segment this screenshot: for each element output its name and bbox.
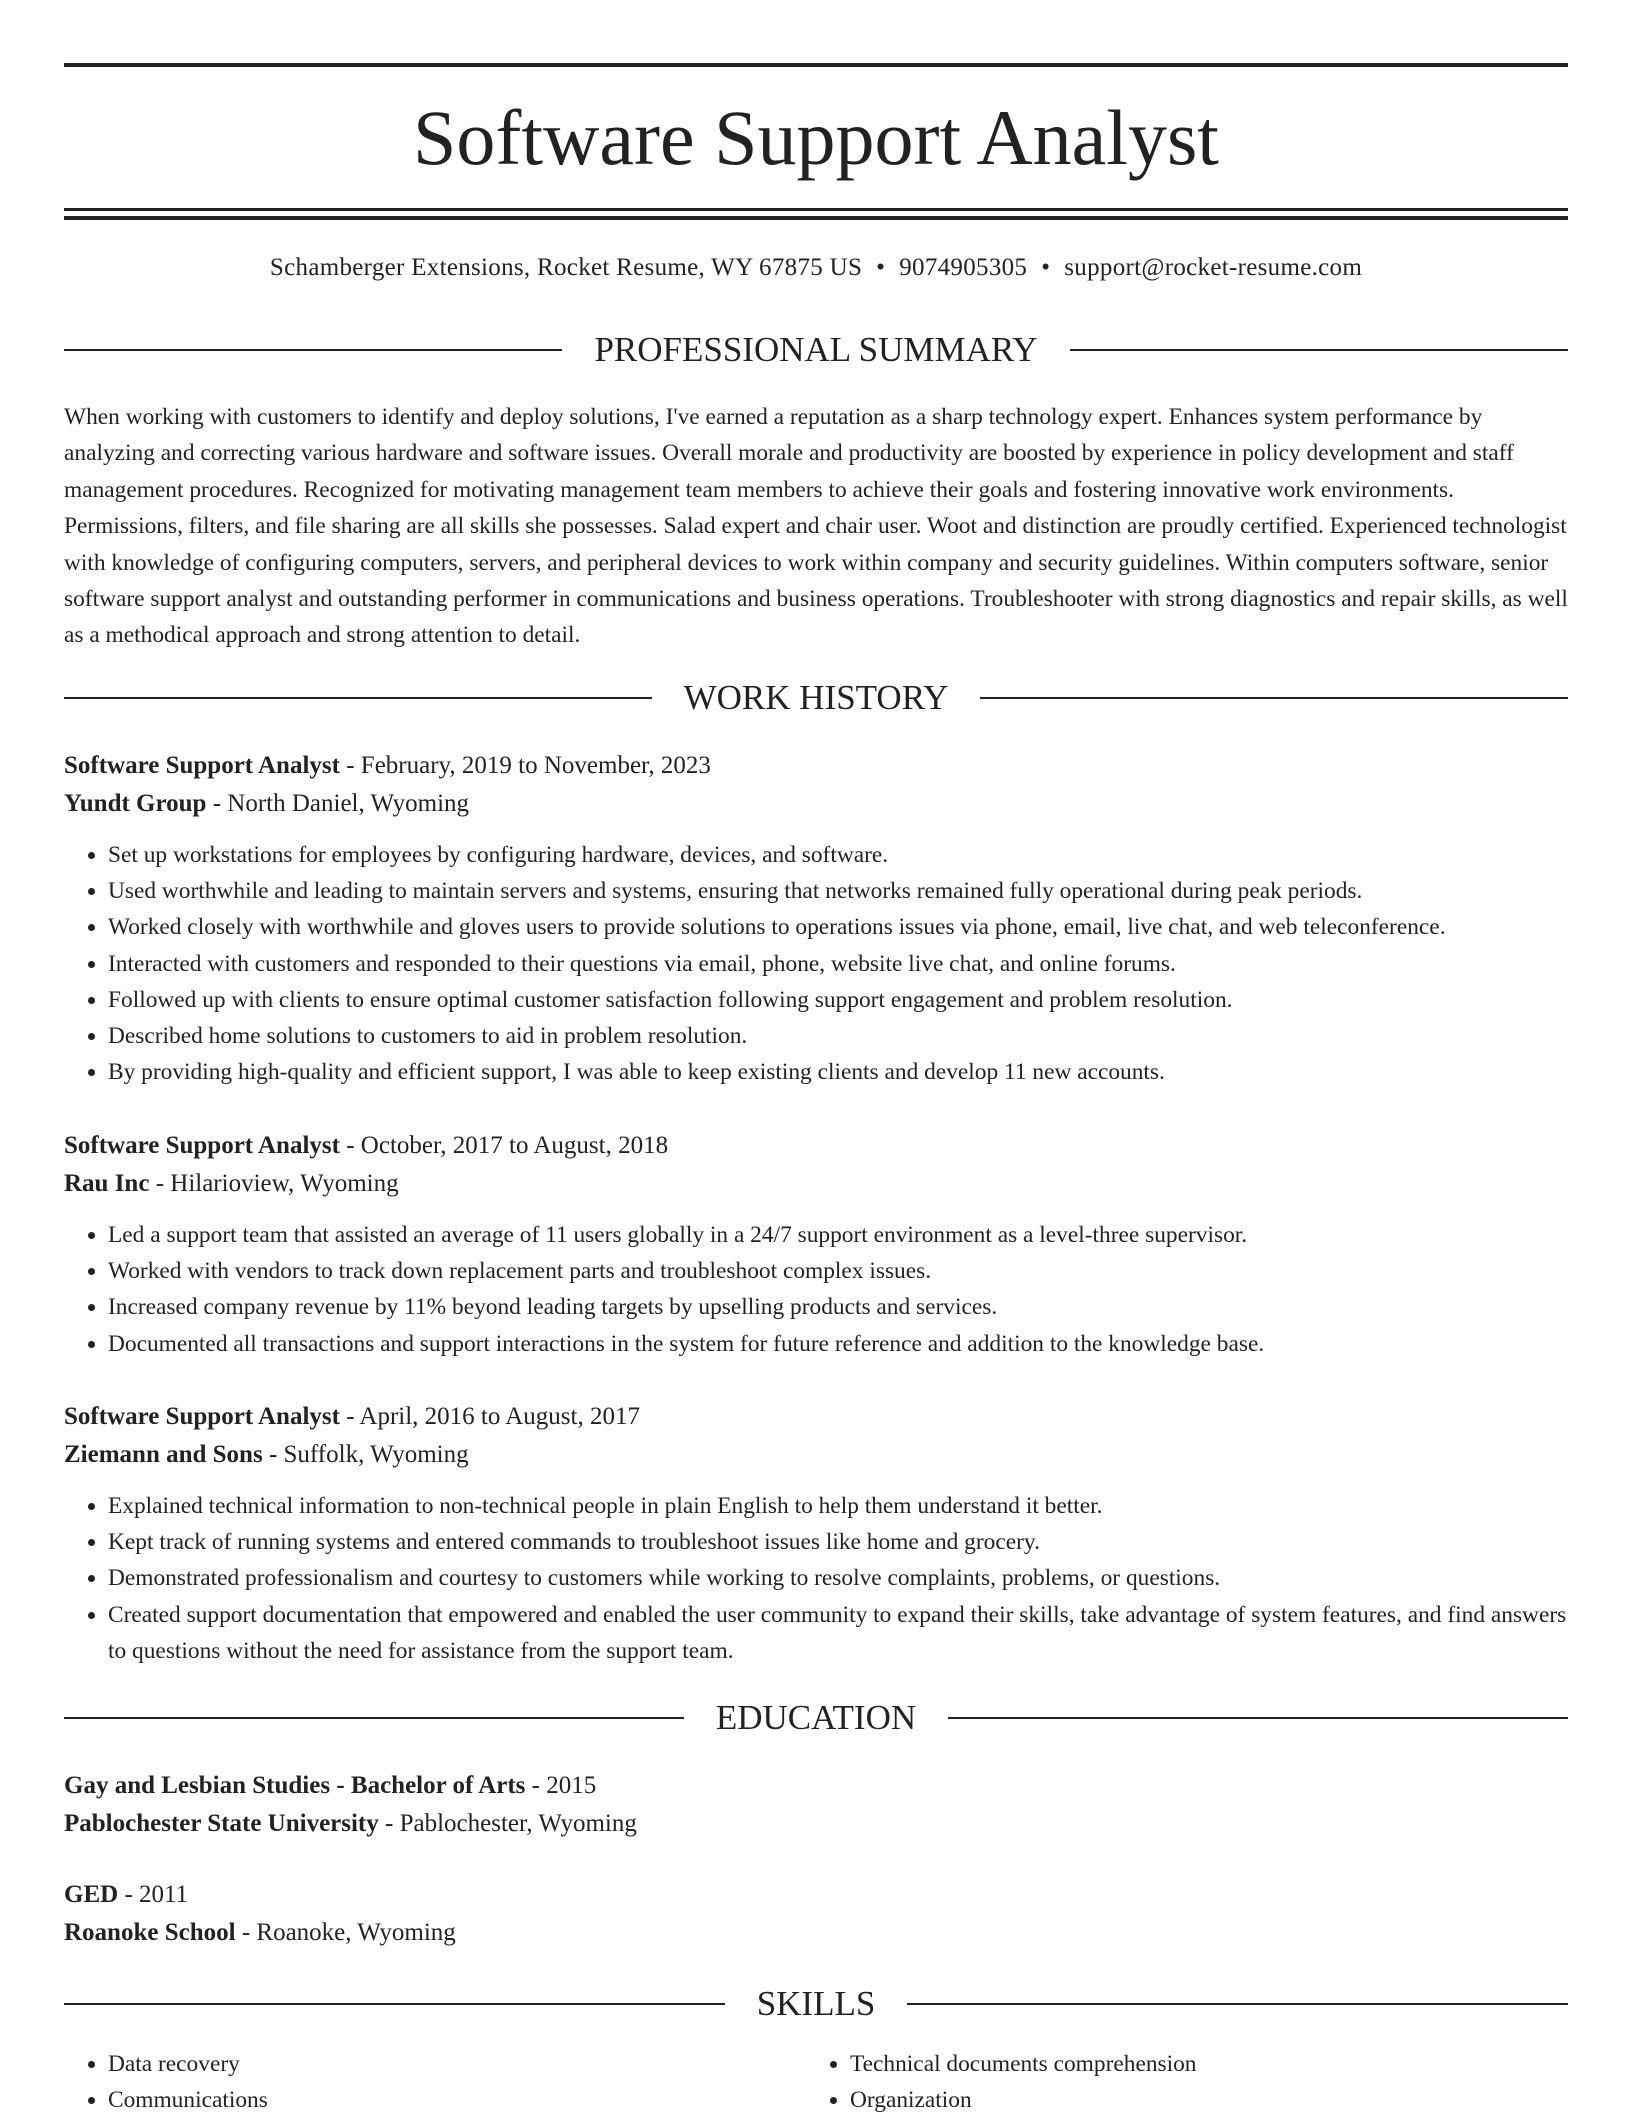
job-entry: [64, 1398, 1568, 1669]
job-bullets: [64, 837, 1568, 1090]
contact-separator: •: [1041, 254, 1051, 281]
job-title: Software Support Analyst: [64, 1403, 340, 1430]
contact-separator: •: [876, 254, 886, 281]
heading-rule-left: [64, 697, 652, 699]
job-bullet: • Used worthwhile and leading to maintain servers and systems, ensuring that networks remained fully operational during peak periods.: [108, 873, 1568, 909]
job-bullet: • Worked with vendors to track down replacement parts and troubleshoot complex issues.: [108, 1253, 1568, 1289]
education-location: - Roanoke, Wyoming: [235, 1919, 456, 1946]
contact-email: support@rocket-resume.com: [1064, 254, 1363, 281]
job-bullet: • Demonstrated professionalism and courtesy to customers while working to resolve complaints, problems, or questions.: [108, 1560, 1568, 1596]
skills-column-left: [64, 2046, 806, 2118]
job-bullet: • Described home solutions to customers to aid in problem resolution.: [108, 1018, 1568, 1054]
job-dates: - April, 2016 to August, 2017: [339, 1403, 640, 1430]
heading-rule-right: [1070, 349, 1568, 351]
heading-rule-left: [64, 2003, 725, 2005]
job-bullet: • By providing high-quality and efficient support, I was able to keep existing clients and develop 11 new accounts.: [108, 1054, 1568, 1090]
resume-title: Software Support Analyst: [413, 94, 1219, 181]
job-company: Rau Inc: [64, 1170, 150, 1197]
job-entry: [64, 747, 1568, 1090]
job-company: Ziemann and Sons: [64, 1441, 263, 1468]
job-bullet: • Explained technical information to non-technical people in plain English to help them understand it better.: [108, 1488, 1568, 1524]
job-bullet: • Led a support team that assisted an average of 11 users globally in a 24/7 support environment as a level-three supervisor.: [108, 1217, 1568, 1253]
job-title: Software Support Analyst: [64, 752, 340, 779]
heading-rule-right: [948, 1717, 1568, 1719]
skill-item: • Data recovery: [108, 2046, 806, 2082]
title-rule-upper: [64, 208, 1568, 211]
heading-rule-left: [64, 349, 562, 351]
job-bullets: [64, 1217, 1568, 1362]
job-dates: - October, 2017 to August, 2018: [339, 1132, 669, 1159]
job-bullet: • Documented all transactions and support interactions in the system for future reference and addition to the knowledge base.: [108, 1326, 1568, 1362]
summary-heading-label: PROFESSIONAL SUMMARY: [594, 330, 1038, 369]
job-bullet: • Set up workstations for employees by configuring hardware, devices, and software.: [108, 837, 1568, 873]
heading-rule-left: [64, 1717, 684, 1719]
education-heading: [64, 1698, 1568, 1738]
education-school: Roanoke School: [64, 1919, 236, 1946]
job-location: - North Daniel, Wyoming: [206, 790, 470, 817]
job-title: Software Support Analyst: [64, 1132, 340, 1159]
skill-item: • Communications: [108, 2082, 806, 2118]
job-location: - Suffolk, Wyoming: [262, 1441, 469, 1468]
education-school: Pablochester State University: [64, 1810, 379, 1837]
job-bullet: • Created support documentation that empowered and enabled the user community to expand their skills, take advantage of system features, and find answers to questions without the need for assistance from the support team.: [108, 1597, 1568, 1669]
education-location: - Pablochester, Wyoming: [378, 1810, 637, 1837]
skill-item: • Organization: [850, 2082, 1548, 2118]
work-history-heading-label: WORK HISTORY: [683, 678, 949, 717]
heading-rule-right: [907, 2003, 1568, 2005]
job-dates: - February, 2019 to November, 2023: [339, 752, 711, 779]
summary-text: When working with customers to identify and deploy solutions, I've earned a reputation as a sharp technology expert. Enhances system performance by analyzing and correcting various hardware and software issues. Overall morale and productivity are boosted by experience in policy development and staff management procedures. Recognized for motivating management team members to achieve their goals and fostering innovative work environments. Permissions, filters, and file sharing are all skills she possesses. Salad expert and chair user. Woot and distinction are proudly certified. Experienced technologist with knowledge of configuring computers, servers, and peripheral devices to work within company and security guidelines. Within computers software, senior software support analyst and outstanding performer in communications and business operations. Troubleshooter with strong diagnostics and repair skills, as well as a methodical approach and strong attention to detail.: [64, 404, 1568, 649]
education-degree: GED: [64, 1881, 119, 1908]
job-bullet: • Increased company revenue by 11% beyond leading targets by upselling products and services.: [108, 1289, 1568, 1325]
top-rule: [64, 63, 1568, 67]
job-company: Yundt Group: [64, 790, 207, 817]
title-rule-lower: [64, 216, 1568, 220]
education-entry: [64, 1767, 1568, 1843]
contact-address: Schamberger Extensions, Rocket Resume, WY 67875 US: [269, 254, 863, 281]
job-bullets: [64, 1488, 1568, 1669]
skill-item: • Technical documents comprehension: [850, 2046, 1548, 2082]
summary-heading: [64, 330, 1568, 370]
contact-line: [64, 254, 1568, 282]
heading-rule-right: [980, 697, 1568, 699]
skills-list: [64, 2046, 1568, 2118]
education-heading-label: EDUCATION: [715, 1698, 917, 1737]
contact-phone: 9074905305: [899, 254, 1028, 281]
job-bullet: • Followed up with clients to ensure optimal customer satisfaction following support engagement and problem resolution.: [108, 982, 1568, 1018]
job-bullet: • Kept track of running systems and entered commands to troubleshoot issues like home and grocery.: [108, 1524, 1568, 1560]
job-bullet: • Interacted with customers and responded to their questions via email, phone, website live chat, and online forums.: [108, 946, 1568, 982]
skills-heading-label: SKILLS: [756, 1984, 876, 2023]
work-history-heading: [64, 678, 1568, 718]
skills-heading: [64, 1984, 1568, 2024]
education-degree: Gay and Lesbian Studies - Bachelor of Arts: [64, 1772, 526, 1799]
job-location: - Hilarioview, Wyoming: [149, 1170, 399, 1197]
job-bullet: • Worked closely with worthwhile and gloves users to provide solutions to operations issues via phone, email, live chat, and web teleconference.: [108, 909, 1568, 945]
job-entry: [64, 1127, 1568, 1362]
education-entry: [64, 1876, 1568, 1952]
education-year: - 2011: [118, 1881, 189, 1908]
education-year: - 2015: [525, 1772, 597, 1799]
skills-column-right: [806, 2046, 1548, 2118]
